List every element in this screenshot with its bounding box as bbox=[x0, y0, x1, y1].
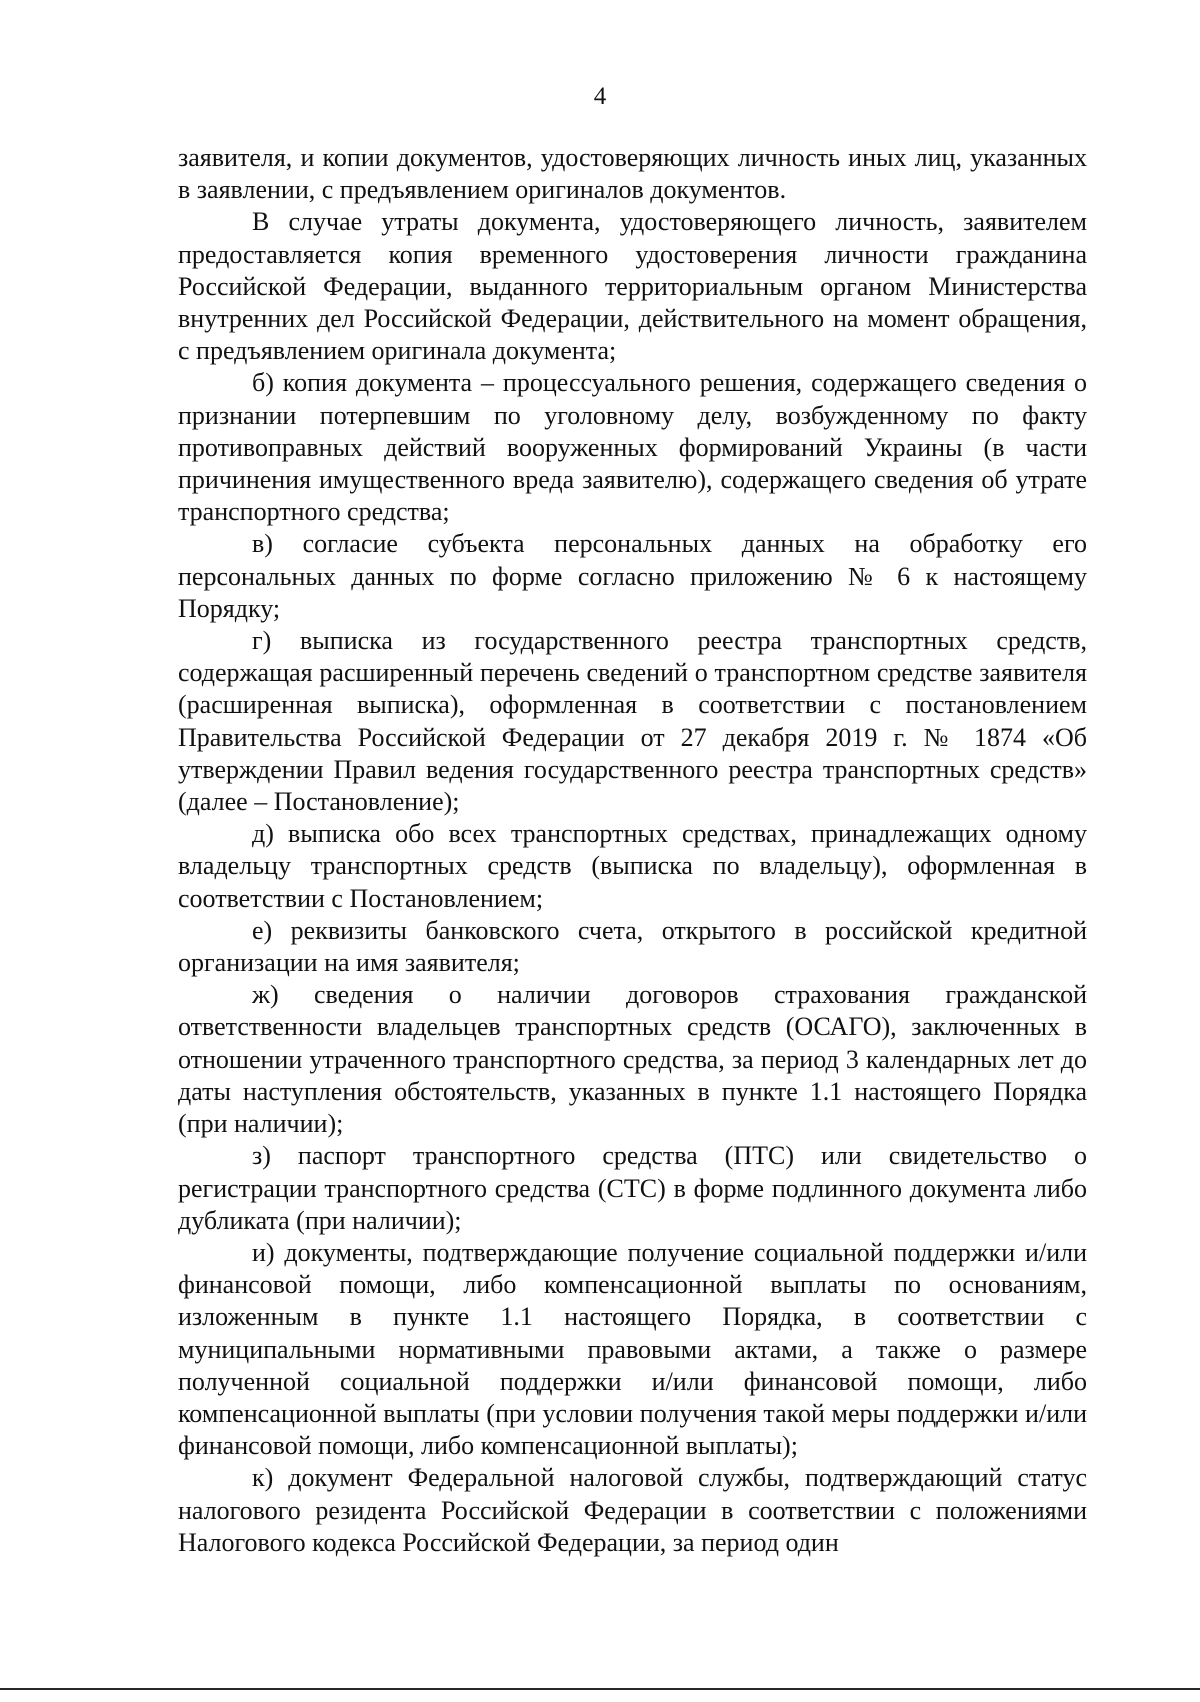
paragraph-item-k: к) документ Федеральной налоговой службы, подтверждающий статус налогового резидента Российской Федерации в соответствии с положениями Налогового кодекса Российской Федерации, за период один bbox=[178, 1463, 1087, 1557]
paragraph-item-e: е) реквизиты банковского счета, открытого в российской кредитной организации на имя заявителя; bbox=[178, 915, 1087, 978]
paragraph-item-b: б) копия документа – процессуального решения, содержащего сведения о признании потерпевшим по уголовному делу, возбужденному по факту противоправных действий вооруженных формирований Украины (в части причинения имущественного вреда заявителю), содержащего сведения об утрате транспортного средства; bbox=[178, 368, 1087, 527]
page-number: 4 bbox=[593, 83, 607, 110]
paragraph-item-zh: ж) сведения о наличии договоров страхования гражданской ответственности владельцев транспортных средств (ОСАГО), заключенных в отношении утраченного транспортного средства, за период 3 календарных лет до даты наступления обстоятельств, указанных в пункте 1.1 настоящего Порядка (при наличии); bbox=[178, 980, 1087, 1139]
paragraph-item-d: д) выписка обо всех транспортных средствах, принадлежащих одному владельцу транспортных средств (выписка по владельцу), оформленная в соответствии с Постановлением; bbox=[178, 819, 1087, 913]
paragraph-continuation: заявителя, и копии документов, удостоверяющих личность иных лиц, указанных в заявлении, с предъявлением оригиналов документов. bbox=[178, 143, 1087, 205]
document-body bbox=[178, 142, 1087, 1559]
paragraph-item-g: г) выписка из государственного реестра транспортных средств, содержащая расширенный перечень сведений о транспортном средстве заявителя (расширенная выписка), оформленная в соответствии с постановлением Правительства Российской Федерации от 27 декабря 2019 г. № 1874 «Об утверждении Правил ведения государственного реестра транспортных средств» (далее – Постановление); bbox=[178, 626, 1087, 817]
paragraph-id-loss-case: В случае утраты документа, удостоверяющего личность, заявителем предоставляется копия временного удостоверения личности гражданина Российской Федерации, выданного территориальным органом Министерства внутренних дел Российской Федерации, действительного на момент обращения, с предъявлением оригинала документа; bbox=[178, 207, 1087, 366]
paragraph-item-z: з) паспорт транспортного средства (ПТС) или свидетельство о регистрации транспортного средства (СТС) в форме подлинного документа либо дубликата (при наличии); bbox=[178, 1141, 1087, 1235]
paragraph-item-v: в) согласие субъекта персональных данных на обработку его персональных данных по форме согласно приложению № 6 к настоящему Порядку; bbox=[178, 529, 1087, 623]
paragraph-item-i: и) документы, подтверждающие получение социальной поддержки и/или финансовой помощи, либо компенсационной выплаты по основаниям, изложенным в пункте 1.1 настоящего Порядка, в соответствии с муниципальными нормативными правовыми актами, а также о размере полученной социальной поддержки и/или финансовой помощи, либо компенсационной выплаты (при условии получения такой меры поддержки и/или финансовой помощи, либо компенсационной выплаты); bbox=[178, 1237, 1087, 1461]
scan-bottom-edge bbox=[0, 1688, 1200, 1690]
